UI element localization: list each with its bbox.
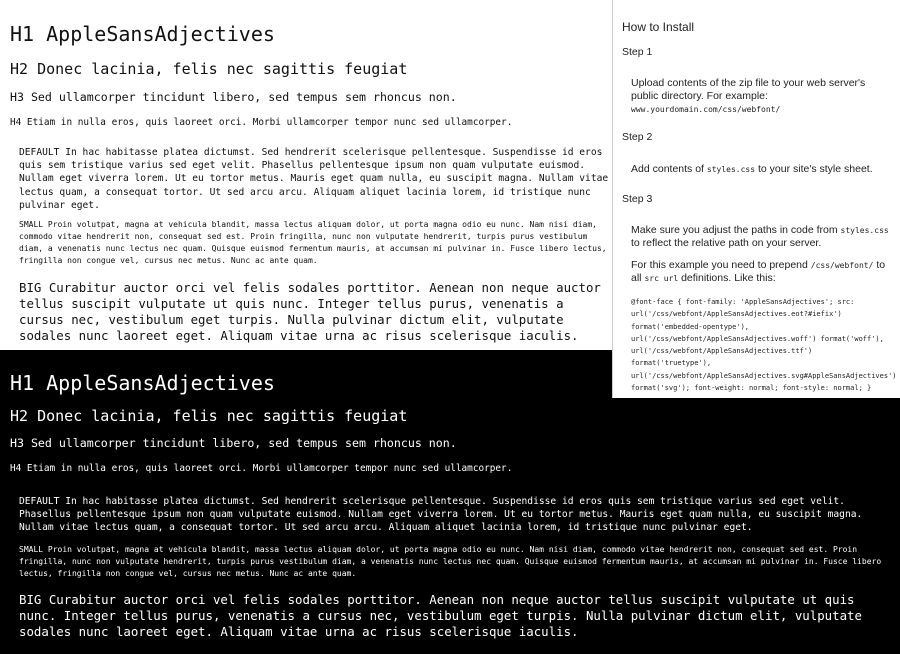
big-tag: BIG: [19, 280, 42, 295]
step-2-label: Step 2: [622, 131, 653, 143]
big-text: Curabitur auctor orci vel felis sodales porttitor. Aenean non neque auctor tellus suscipit vulputate ut quis nunc. Integer tellus purus, venenatis a cursus nec, vestibulum eget turpis. Nulla pulvinar dictum elit, vulputate sodales nunc laoreet eget. Aliquam vitae urna ac risus scelerisque iaculis.: [19, 280, 601, 343]
heading-2: H2 Donec lacinia, felis nec sagittis feugiat: [10, 407, 408, 425]
step-1-label: Step 1: [622, 46, 653, 58]
code-line: format('truetype'),: [631, 359, 712, 368]
step-3-label: Step 3: [622, 193, 653, 205]
default-paragraph: [19, 495, 887, 535]
small-text: Proin volutpat, magna at vehicula blandit, massa lectus aliquam dolor, ut porta magna odio eu nunc. Nam nisi diam, commodo vitae hendrerit non, consequat sed est. Proin fringilla, nunc non vulputate hendrerit, turpis purus vestibulum diam, a venenatis nunc lectus nec quam. Quisque euismod fermentum mauris, at accumsan mi pulvinar in. Fusce libero lectus, fringilla non congue vel, cursus nec metus. Nunc ac ante quam.: [19, 545, 882, 578]
install-panel: [612, 0, 900, 398]
step-2-text: [631, 163, 893, 176]
step-3-code: styles.css: [840, 226, 889, 235]
step-3-text: [631, 224, 893, 250]
heading-1: H1 AppleSansAdjectives: [10, 371, 275, 395]
step-3-post: to reflect the relative path on your server.: [631, 237, 822, 249]
heading-2: H2 Donec lacinia, felis nec sagittis feugiat: [10, 60, 408, 78]
heading-3: H3 Sed ullamcorper tincidunt libero, sed tempus sem rhoncus non.: [10, 436, 457, 450]
big-tag: BIG: [19, 592, 42, 607]
step-2-pre: Add contents of: [631, 163, 707, 175]
heading-3: H3 Sed ullamcorper tincidunt libero, sed tempus sem rhoncus non.: [10, 90, 457, 104]
heading-1: H1 AppleSansAdjectives: [10, 22, 275, 46]
code-line: @font-face { font-family: 'AppleSansAdjectives'; src:: [631, 298, 855, 306]
code-line: url('/css/webfont/AppleSansAdjectives.eot?#iefix'): [631, 310, 842, 319]
small-tag: SMALL: [19, 545, 44, 554]
default-text: In hac habitasse platea dictumst. Sed hendrerit scelerisque pellentesque. Suspendisse id eros quis sem tristique varius sed eget velit. Phasellus pellentesque ipsum non quam vulputate euismod. Nullam eget viverra lorem. Ut eu tortor metus. Mauris eget quam nulla, eu suscipit magna. Nullam vitae lectus quam, a consequat tortor. Ut sed arcu arcu. Aliquam aliquet lacinia lorem, id tristique nunc pulvinar eget.: [19, 496, 863, 534]
step-3-pre: Make sure you adjust the paths in code from: [631, 224, 841, 236]
big-paragraph: [19, 280, 609, 344]
big-paragraph: [19, 592, 887, 640]
step-1-text: [631, 77, 893, 116]
font-face-code-block: [631, 296, 897, 394]
default-tag: DEFAULT: [19, 147, 60, 158]
code-line: url('/css/webfont/AppleSansAdjectives.svg#AppleSansAdjectives'): [631, 371, 897, 380]
step-2-post: to your site's style sheet.: [755, 163, 873, 175]
step-1-path: www.yourdomain.com/css/webfont/: [631, 105, 781, 114]
heading-4: H4 Etiam in nulla eros, quis laoreet orci. Morbi ullamcorper tempor nunc sed ullamcorper.: [10, 117, 513, 128]
default-tag: DEFAULT: [19, 496, 60, 507]
code-line: url('/css/webfont/AppleSansAdjectives.woff') format('woff'),: [631, 334, 884, 343]
step-2-code: styles.css: [706, 165, 756, 174]
code-line: format('embedded-opentype'),: [631, 322, 750, 331]
step-3-code-2: /css/webfont/: [810, 261, 874, 270]
heading-4: H4 Etiam in nulla eros, quis laoreet orci. Morbi ullamcorper tempor nunc sed ullamcorper.: [10, 463, 513, 474]
light-specimen: [0, 0, 612, 350]
code-line: url('/css/webfont/AppleSansAdjectives.ttf'): [631, 347, 813, 356]
step-3-code-3: src url: [644, 274, 679, 283]
small-text: Proin volutpat, magna at vehicula blandit, massa lectus aliquam dolor, ut porta magna odio eu nunc. Nam nisi diam, commodo vitae hendrerit non, consequat sed est. Proin fringilla, nunc non vulputate hendrerit, turpis purus vestibulum diam, a venenatis nunc lectus nec quam. Quisque euismod fermentum mauris, at accumsan mi pulvinar in. Fusce libero lectus, fringilla non congue vel, cursus nec metus. Nunc ac ante quam.: [19, 220, 607, 265]
small-paragraph: [19, 544, 887, 580]
step-3-mid-2: to all: [631, 259, 886, 284]
small-tag: SMALL: [19, 220, 44, 229]
step-3-text-2: [631, 259, 893, 285]
default-paragraph: [19, 146, 609, 212]
default-text: In hac habitasse platea dictumst. Sed hendrerit scelerisque pellentesque. Suspendisse id eros quis sem tristique varius sed eget velit. Phasellus pellentesque ipsum non quam vulputate euismod. Nullam eget viverra lorem. Ut eu tortor metus. Mauris eget quam nulla, eu suscipit magna. Nullam vitae lectus quam, a consequat tortor. Ut sed arcu arcu. Aliquam aliquet lacinia lorem, id tristique nunc pulvinar eget.: [19, 147, 609, 211]
install-title: How to Install: [622, 20, 695, 34]
big-text: Curabitur auctor orci vel felis sodales porttitor. Aenean non neque auctor tellus suscipit vulputate ut quis nunc. Integer tellus purus, venenatis a cursus nec, vestibulum eget turpis. Nulla pulvinar dictum elit, vulputate sodales nunc laoreet eget. Aliquam vitae urna ac risus scelerisque iaculis.: [19, 592, 862, 639]
small-paragraph: [19, 219, 609, 267]
code-line: format('svg'); font-weight: normal; font-style: normal; }: [631, 384, 872, 393]
step-3-post-2: definitions. Like this:: [678, 272, 776, 284]
step-1-description: Upload contents of the zip file to your web server's public directory. For example:: [631, 77, 866, 102]
step-3-pre-2: For this example you need to prepend: [631, 259, 811, 271]
